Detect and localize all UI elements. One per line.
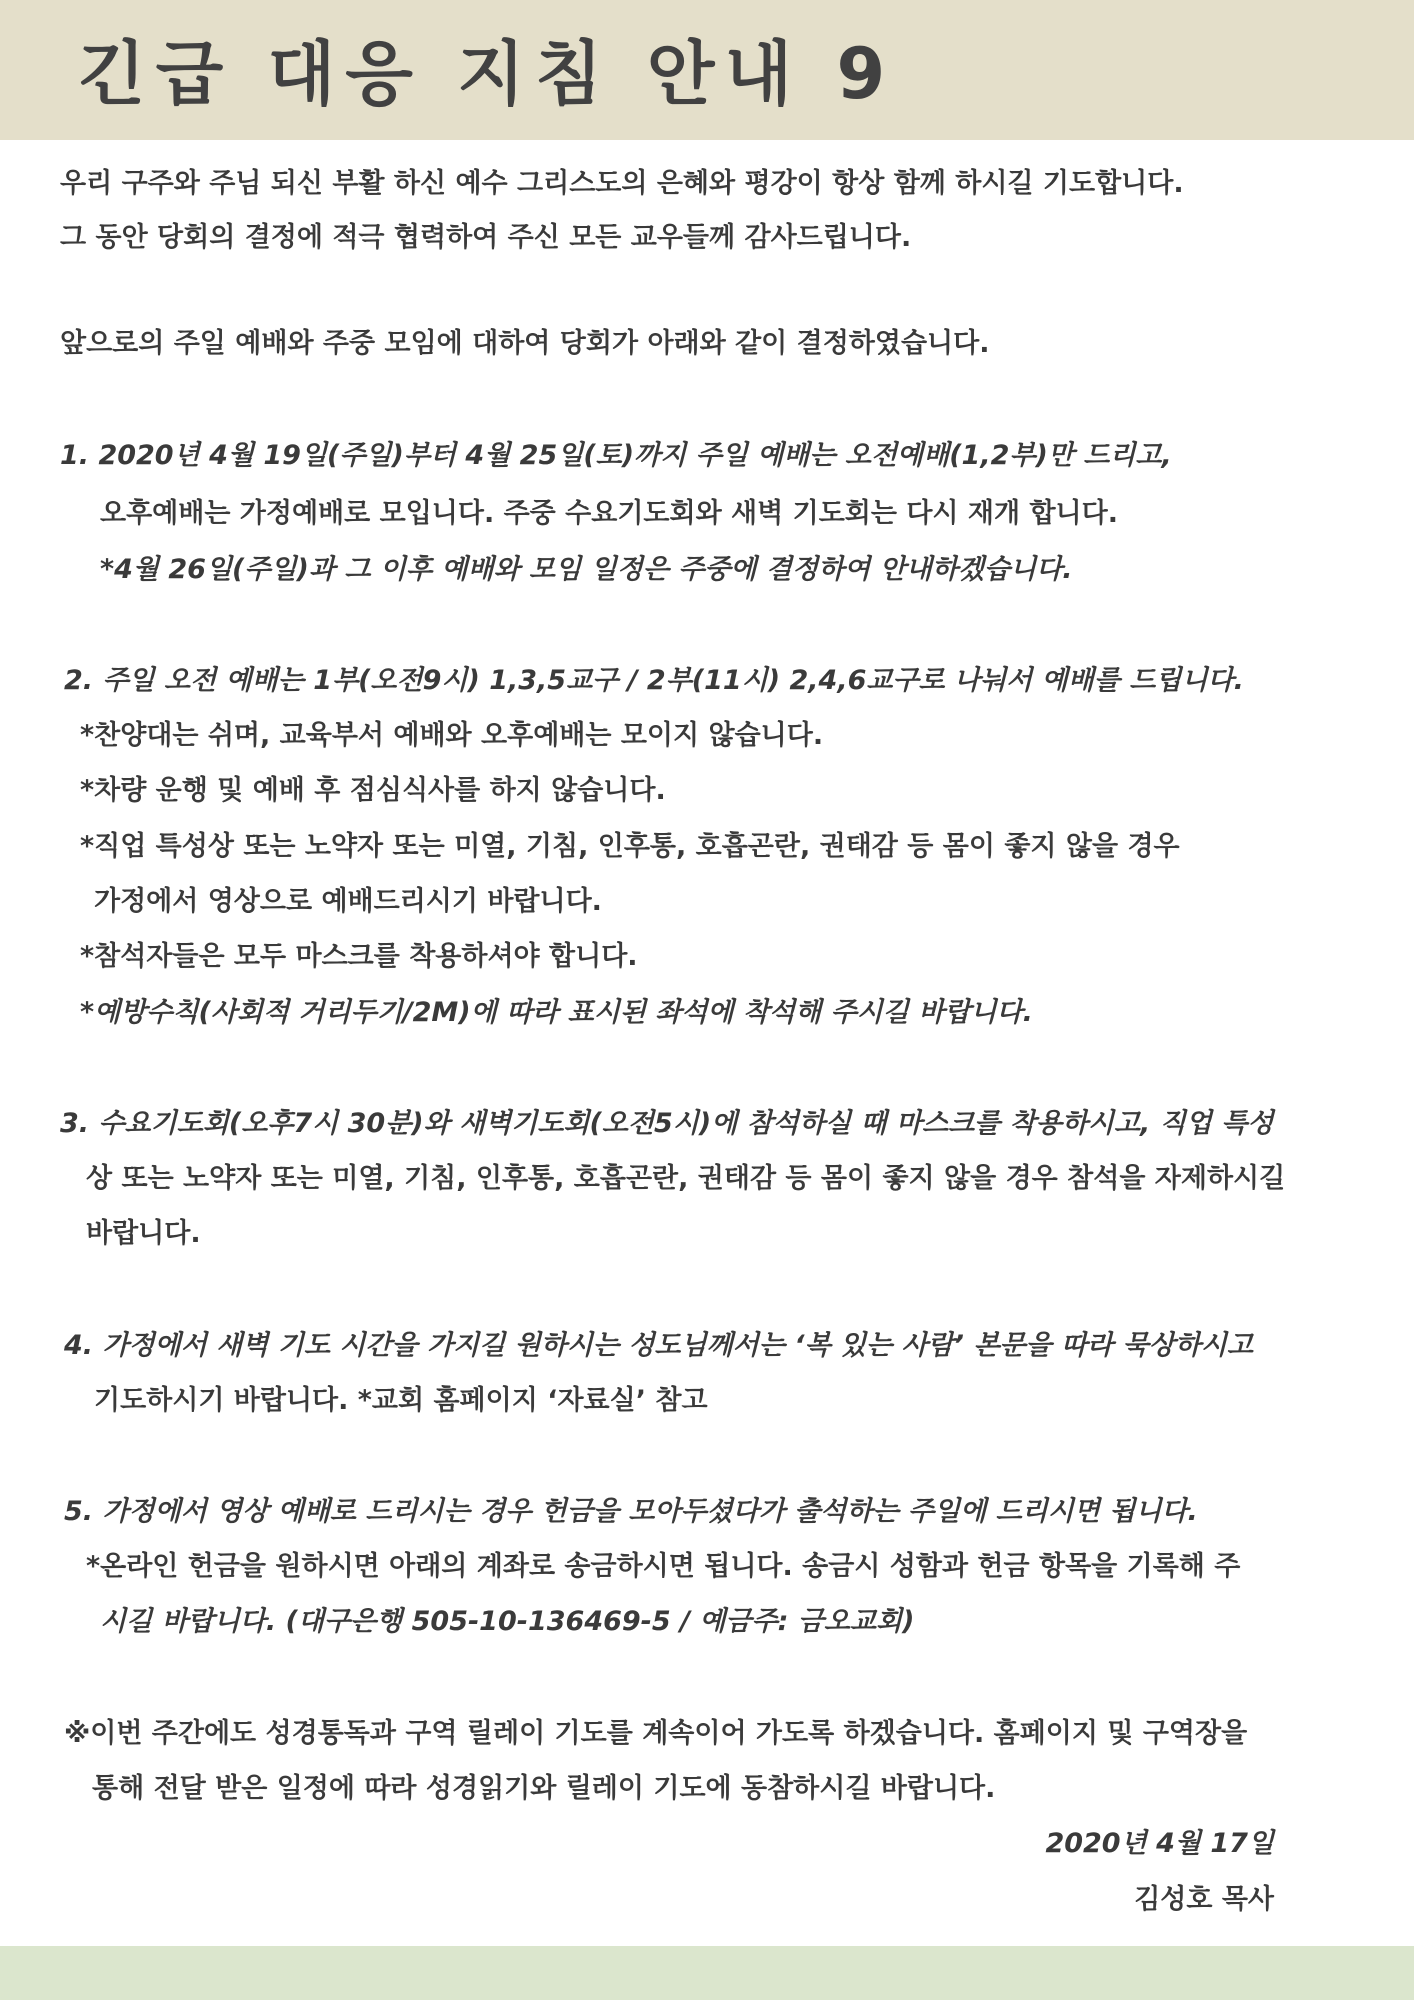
note-line-2: 통해 전달 받은 일정에 따라 성경읽기와 릴레이 기도에 동참하시길 바랍니다.: [92, 1773, 996, 1804]
item-5-line-2: *온라인 헌금을 원하시면 아래의 계좌로 송금하시면 됩니다. 송금시 성함과 헌금 항목을 기록해 주: [86, 1551, 1241, 1582]
item-2-line-4: *직업 특성상 또는 노약자 또는 미열, 기침, 인후통, 호흡곤란, 권태감 등 몸이 좋지 않을 경우: [80, 831, 1180, 862]
item-5-line-1: 5. 가정에서 영상 예배로 드리시는 경우 헌금을 모아두셨다가 출석하는 주일에 드리시면 됩니다.: [64, 1496, 1198, 1527]
signature-name: 김성호 목사: [1134, 1884, 1274, 1915]
item-2-line-5: 가정에서 영상으로 예배드리시기 바랍니다.: [94, 886, 602, 917]
item-3-line-3: 바랍니다.: [86, 1218, 201, 1249]
item-4-line-2: 기도하시기 바랍니다. *교회 홈페이지 ‘자료실’ 참고: [94, 1385, 708, 1416]
item-1-line-3: *4월 26일(주일)과 그 이후 예배와 모임 일정은 주중에 결정하여 안내하겠습니다.: [100, 554, 1073, 585]
item-4-line-1: 4. 가정에서 새벽 기도 시간을 가지길 원하시는 성도님께서는 ‘복 있는 사람’ 본문을 따라 묵상하시고: [64, 1330, 1253, 1361]
note-line-1: ※이번 주간에도 성경통독과 구역 릴레이 기도를 계속이어 가도록 하겠습니다. 홈페이지 및 구역장을: [64, 1718, 1248, 1749]
signature-date: 2020년 4월 17일: [1045, 1828, 1274, 1859]
item-1-line-2: 오후예배는 가정예배로 모입니다. 주중 수요기도회와 새벽 기도회는 다시 재개 합니다.: [100, 498, 1118, 529]
intro-line-3: 앞으로의 주일 예배와 주중 모임에 대하여 당회가 아래와 같이 결정하였습니다.: [60, 328, 990, 359]
item-2-line-1: 2. 주일 오전 예배는 1부(오전9시) 1,3,5교구 / 2부(11시) 2,4,6교구로 나눠서 예배를 드립니다.: [64, 665, 1244, 696]
item-3-line-2: 상 또는 노약자 또는 미열, 기침, 인후통, 호흡곤란, 권태감 등 몸이 좋지 않을 경우 참석을 자제하시길: [86, 1163, 1286, 1194]
intro-line-1: 우리 구주와 주님 되신 부활 하신 예수 그리스도의 은혜와 평강이 항상 함께 하시길 기도합니다.: [60, 168, 1184, 199]
item-2-line-6: *참석자들은 모두 마스크를 착용하셔야 합니다.: [80, 941, 638, 972]
footer-band: [0, 1946, 1414, 2000]
intro-line-2: 그 동안 당회의 결정에 적극 협력하여 주신 모든 교우들께 감사드립니다.: [60, 222, 912, 253]
item-2-line-3: *차량 운행 및 예배 후 점심식사를 하지 않습니다.: [80, 775, 666, 806]
item-5-line-3: 시길 바랍니다. (대구은행 505-10-136469-5 / 예금주: 금오교회): [100, 1606, 915, 1637]
item-2-line-7: *예방수칙(사회적 거리두기/2M)에 따라 표시된 좌석에 착석해 주시길 바랍니다.: [80, 997, 1033, 1028]
page-title: 긴급 대응 지침 안내 9: [78, 33, 896, 115]
item-3-line-1: 3. 수요기도회(오후7시 30분)와 새벽기도회(오전5시)에 참석하실 때 마스크를 착용하시고, 직업 특성: [60, 1108, 1274, 1139]
item-1-line-1: 1. 2020년 4월 19일(주일)부터 4월 25일(토)까지 주일 예배는 오전예배(1,2부)만 드리고,: [60, 440, 1172, 471]
item-2-line-2: *찬양대는 쉬며, 교육부서 예배와 오후예배는 모이지 않습니다.: [80, 720, 824, 751]
